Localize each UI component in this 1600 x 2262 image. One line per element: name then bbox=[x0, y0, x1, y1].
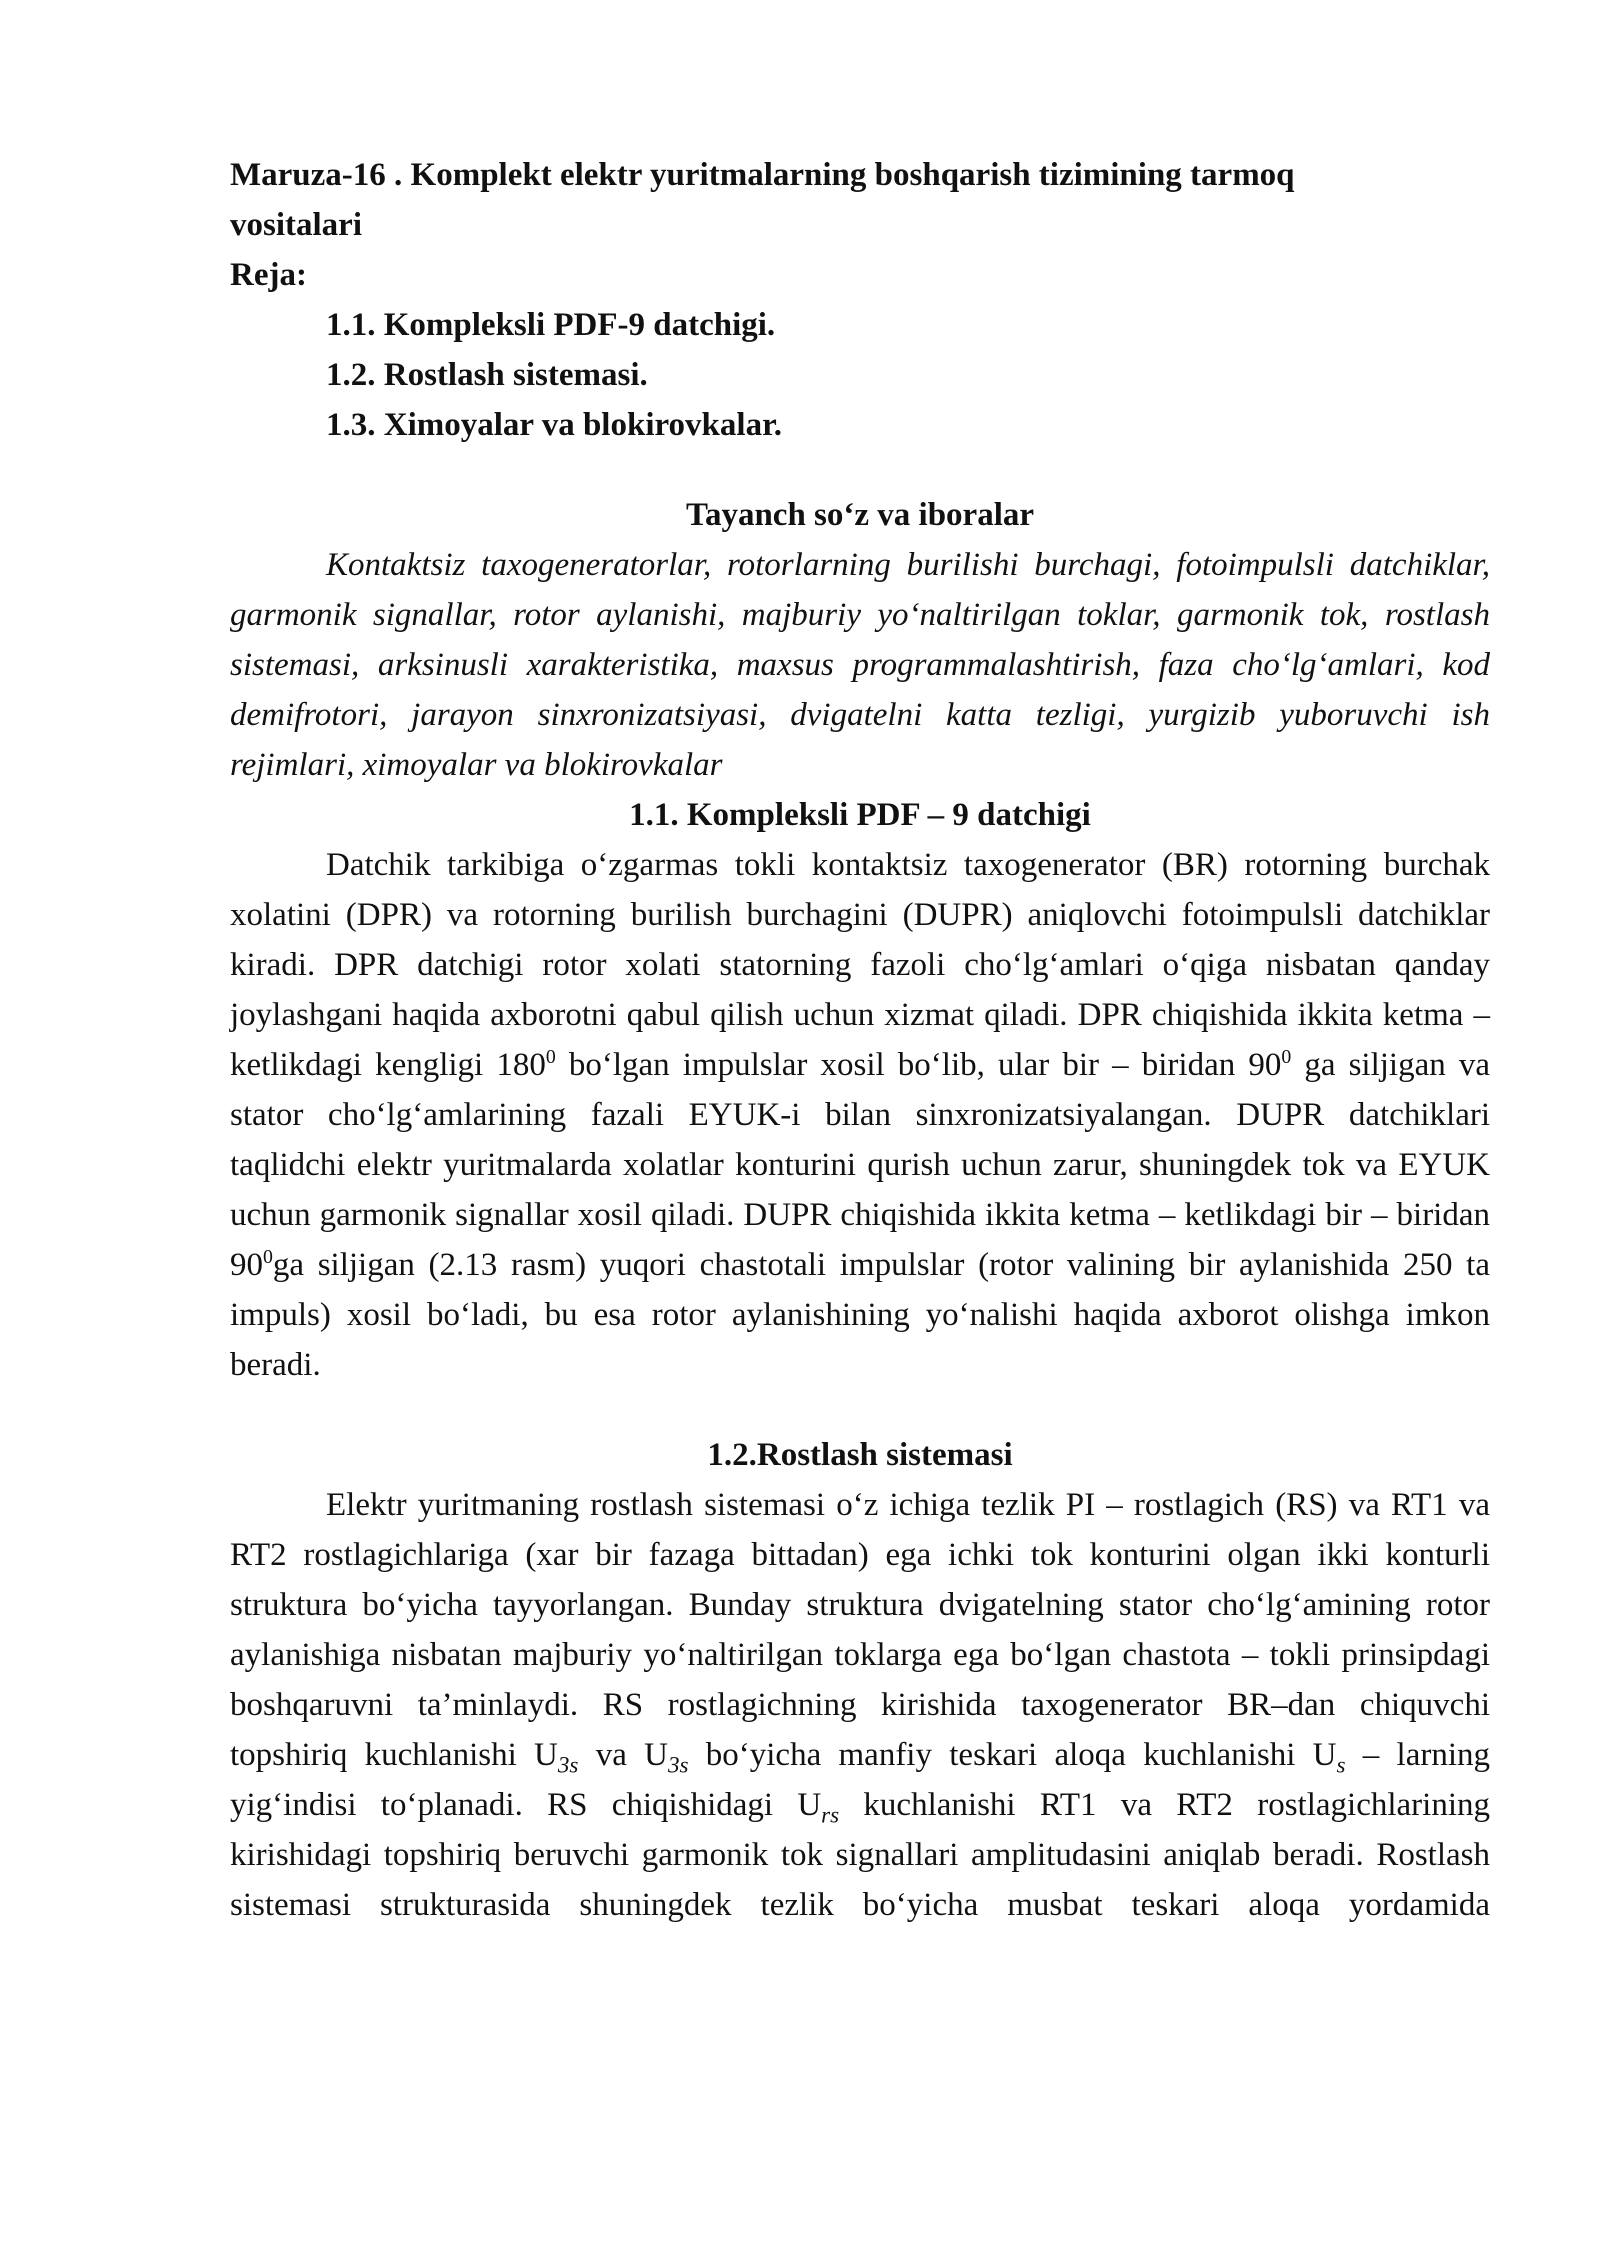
voltage-subscript: 3s bbox=[667, 1751, 689, 1778]
plan-item-1: 1.1. Kompleksli PDF-9 datchigi. bbox=[326, 307, 776, 343]
section-1-text-b: bo‘lgan impulslar xosil bo‘lib, ular bir – biridan 90 bbox=[555, 1047, 1282, 1083]
voltage-subscript: s bbox=[1336, 1751, 1346, 1778]
title-line-2: vositalari bbox=[230, 207, 362, 243]
section-2-text-c: bo‘yicha manfiy teskari aloqa kuchlanishi U bbox=[688, 1737, 1337, 1773]
title-line-1: Maruza-16 . Komplekt elektr yuritmalarning boshqarish tizimining tarmoq bbox=[230, 157, 1295, 193]
keywords-text: Kontaktsiz taxogeneratorlar, rotorlarning burilishi burchagi, fotoimpulsli datchiklar, garmonik signallar, rotor aylanishi, majburiy yo‘naltirilgan toklar, garmonik tok, rostlash sistemasi, arksinusli xarakteristika, maxsus programmalashtirish, faza cho‘lg‘amlari, kod demifrotori, jarayon sinxronizatsiyasi, dvigatelni katta tezligi, yurgizib yuboruvchi ish rejimlari, ximoyalar va blokirovkalar bbox=[230, 547, 1490, 783]
section-2-heading: 1.2.Rostlash sistemasi bbox=[707, 1437, 1013, 1473]
section-1-text-c: ga siljigan va stator cho‘lg‘amlarining fazali EYUK-i bilan sinxronizatsiyalangan. DUPR datchiklari taqlidchi elektr yuritmalarda xolatlar konturini qurish uchun zarur, shuningdek tok va EYUK uchun garmonik signallar xosil qiladi. DUPR chiqishida ikkita ketma – ketlikdagi bir – biridan 90 bbox=[230, 1047, 1490, 1283]
spacer bbox=[230, 1390, 1490, 1430]
section-2-text-d: – larning yig‘indisi to‘planadi. RS chiqishidagi U bbox=[230, 1737, 1491, 1823]
plan-item-2: 1.2. Rostlash sistemasi. bbox=[326, 357, 648, 393]
spacer bbox=[230, 450, 1490, 490]
degree-superscript: 0 bbox=[1281, 1046, 1292, 1068]
section-2-text-b: va U bbox=[578, 1737, 668, 1773]
page-content bbox=[230, 150, 1490, 1930]
section-2-text-a: Elektr yuritmaning rostlash sistemasi o‘z ichiga tezlik PI – rostlagich (RS) va RT1 va RT2 rostlagichlariga (xar bir fazaga bittadan) ega ichki tok konturini olgan ikki konturli struktura bo‘yicha tayyorlangan. Bunday struktura dvigatelning stator cho‘lg‘amining rotor aylanishiga nisbatan majburiy yo‘naltirilgan toklarga ega bo‘lgan chastota – tokli prinsipdagi boshqaruvni ta’minlaydi. RS rostlagichning kirishida taxogenerator BR–dan chiquvchi topshiriq kuchlanishi U bbox=[230, 1487, 1490, 1773]
section-1-heading: 1.1. Kompleksli PDF – 9 datchigi bbox=[629, 797, 1091, 833]
voltage-subscript: rs bbox=[821, 1801, 840, 1828]
section-1-text-a: Datchik tarkibiga o‘zgarmas tokli kontaktsiz taxogenerator (BR) rotorning burchak xolatini (DPR) va rotorning burilish burchagini (DUPR) aniqlovchi fotoimpulsli datchiklar kiradi. DPR datchigi rotor xolati statorning fazoli cho‘lg‘amlari o‘qiga nisbatan qanday joylashgani haqida axborotni qabul qilish uchun xizmat qiladi. DPR chiqishida ikkita ketma – ketlikdagi kengligi 180 bbox=[230, 847, 1490, 1083]
section-2-text-e: kuchlanishi RT1 va RT2 rostlagichlarining kirishidagi topshiriq beruvchi garmonik tok signallari amplitudasini aniqlab beradi. Rostlash sistemasi strukturasida shuningdek tezlik bo‘yicha musbat teskari aloqa yordamida bbox=[230, 1787, 1490, 1923]
voltage-subscript: 3s bbox=[557, 1751, 579, 1778]
plan-item-3: 1.3. Ximoyalar va blokirovkalar. bbox=[326, 407, 782, 443]
degree-superscript: 0 bbox=[545, 1046, 556, 1068]
lecture-title bbox=[230, 150, 1490, 250]
degree-superscript: 0 bbox=[263, 1246, 273, 1268]
plan-label: Reja: bbox=[230, 257, 307, 293]
section-1-paragraph bbox=[230, 840, 1490, 1390]
section-1-text-d: ga siljigan (2.13 rasm) yuqori chastotali impulslar (rotor valining bir aylanishida 250 ta impuls) xosil bo‘ladi, bu esa rotor aylanishining yo‘nalishi haqida axborot olishga imkon beradi. bbox=[230, 1247, 1490, 1383]
section-2-paragraph bbox=[230, 1480, 1490, 1930]
keywords-heading: Tayanch so‘z va iboralar bbox=[685, 497, 1035, 533]
